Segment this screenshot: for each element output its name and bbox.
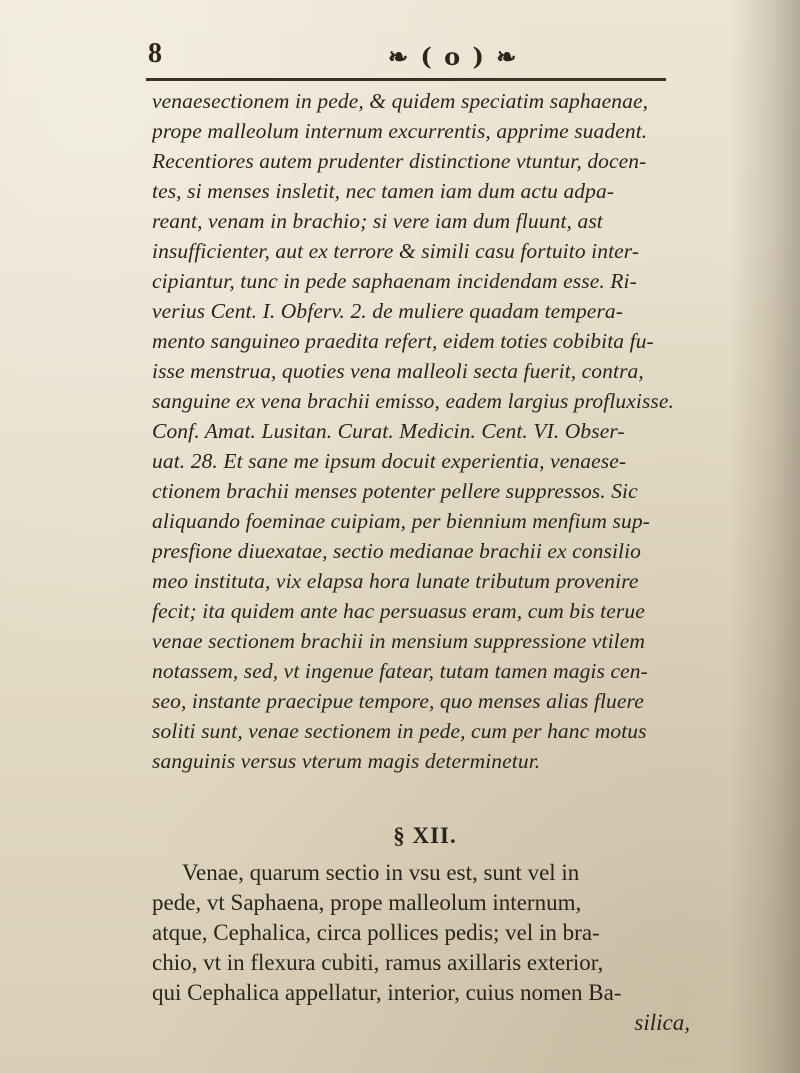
text-line: cipiantur, tunc in pede saphaenam incidendam esse. Ri- — [152, 269, 637, 293]
text-line: isse menstrua, quoties vena malleoli secta fuerit, contra, — [152, 359, 644, 383]
text-line: Recentiores autem prudenter distinctione vtuntur, docen- — [152, 149, 647, 173]
text-line: aliquando foeminae cuipiam, per biennium menfium sup- — [152, 509, 650, 533]
text-line: sanguinis versus vterum magis determinetur. — [152, 749, 541, 773]
text-line: sanguine ex vena brachii emisso, eadem largius profluxisse. — [152, 389, 675, 413]
text-line: verius Cent. I. Obferv. 2. de muliere quadam tempera- — [152, 299, 624, 323]
text-line: Conf. Amat. Lusitan. Curat. Medicin. Cent. VI. Obser- — [152, 419, 625, 443]
section-heading — [0, 823, 800, 849]
text-line: qui Cephalica appellatur, interior, cuius nomen Ba- — [152, 980, 622, 1005]
text-line: notassem, sed, vt ingenue fatear, tutam tamen magis cen- — [152, 659, 648, 683]
header-rule — [146, 78, 666, 81]
text-line: ctionem brachii menses potenter pellere suppressos. Sic — [152, 479, 638, 503]
text-line: prope malleolum internum excurrentis, apprime suadent. — [152, 119, 648, 143]
text-line: pede, vt Saphaena, prope malleolum internum, — [152, 890, 582, 915]
text-line: seo, instante praecipue tempore, quo menses alias fluere — [152, 689, 644, 713]
page-number: 8 — [148, 38, 162, 69]
running-header — [148, 38, 668, 78]
text-line: venaesectionem in pede, & quidem speciatim saphaenae, — [152, 89, 649, 113]
text-line: insufficienter, aut ex terrore & simili casu fortuito inter- — [152, 239, 640, 263]
text-line: reant, venam in brachio; si vere iam dum fluunt, ast — [152, 209, 603, 233]
catchword: silica, — [634, 1010, 690, 1035]
roman-paragraph — [152, 858, 712, 1038]
text-line: mento sanguineo praedita refert, eidem toties cobibita fu- — [152, 329, 654, 353]
text-line: venae sectionem brachii in mensium suppressione vtilem — [152, 629, 646, 653]
text-line: chio, vt in flexura cubiti, ramus axillaris exterior, — [152, 950, 604, 975]
section-number: § XII. — [393, 823, 457, 848]
header-ornament: ❧ ( o ) ❧ — [388, 42, 519, 71]
text-line: presfione diuexatae, sectio medianae brachii ex consilio — [152, 539, 642, 563]
text-line: uat. 28. Et sane me ipsum docuit experientia, venaese- — [152, 449, 627, 473]
text-line: tes, si menses insletit, nec tamen iam dum actu adpa- — [152, 179, 615, 203]
text-line: fecit; ita quidem ante hac persuasus eram, cum bis terue — [152, 599, 645, 623]
text-line: meo instituta, vix elapsa hora lunate tributum provenire — [152, 569, 639, 593]
text-line: soliti sunt, venae sectionem in pede, cum per hanc motus — [152, 719, 647, 743]
italic-paragraph — [152, 86, 712, 776]
text-line: atque, Cephalica, circa pollices pedis; vel in bra- — [152, 920, 600, 945]
page-edge-shadow — [730, 0, 800, 1073]
text-line: Venae, quarum sectio in vsu est, sunt vel in — [182, 860, 580, 885]
